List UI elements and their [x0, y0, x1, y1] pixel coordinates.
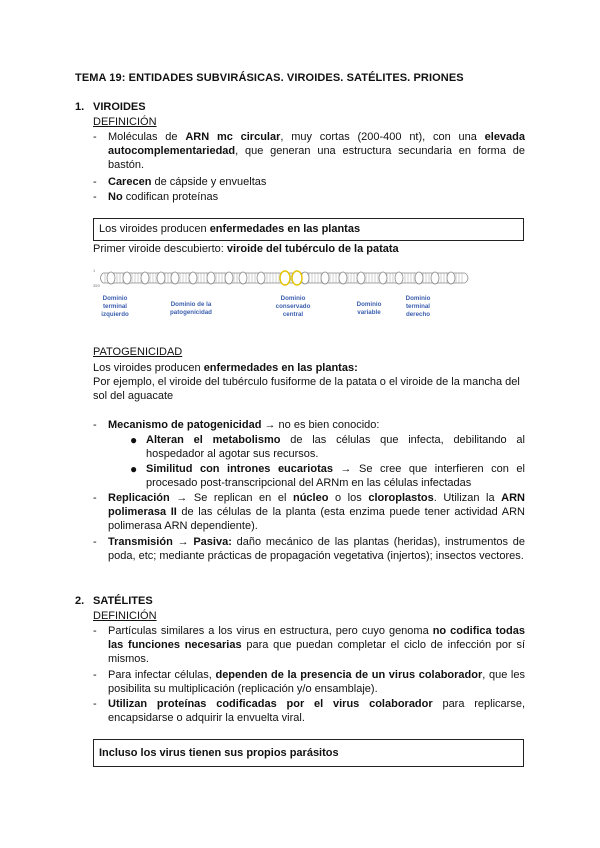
domain-label-4: [357, 301, 382, 316]
svg-text:variable: variable: [357, 309, 381, 316]
pato-paragraph-1: Los viroides producen enfermedades en las plantas:: [93, 362, 358, 374]
domain-label-1: [101, 295, 129, 318]
tick-top: 1: [93, 268, 96, 273]
bullet-satelites-definition: - Partículas similares a los virus en estructura, pero cuyo genoma no codifica todas las funciones necesarias para que puedan completar el ciclo de infección por sí mismos.: [93, 625, 525, 665]
svg-text:Dominio de la: Dominio de la: [170, 301, 212, 308]
pato-paragraph-2: Por ejemplo, el viroide del tubérculo fusiforme de la patata o el viroide de la mancha del sol del aguacate: [93, 376, 520, 402]
viroid-structure-diagram: [93, 266, 478, 330]
svg-text:patogenicidad: patogenicidad: [170, 309, 212, 316]
section-heading-viroides: [75, 101, 146, 113]
section-heading-satelites: [75, 595, 153, 607]
svg-text:conservado: conservado: [275, 303, 311, 310]
svg-text:izquierdo: izquierdo: [101, 311, 129, 318]
subheading-definicion: DEFINICIÓN: [93, 116, 157, 128]
section-number: 2.: [75, 595, 85, 607]
svg-text:Dominio: Dominio: [102, 295, 128, 302]
bullet-transmision: - Transmisión → Pasiva: daño mecánico de las plantas (heridas), instrumentos de poda, etc; mediante prácticas de propagación vegetativa (injertos); insectos vectores.: [93, 536, 526, 562]
svg-text:terminal: terminal: [405, 303, 431, 310]
svg-text:Dominio: Dominio: [280, 295, 306, 302]
section-title: VIROIDES: [93, 101, 146, 113]
svg-text:Dominio: Dominio: [356, 301, 382, 308]
subbullet-metabolismo: ● Alteran el metabolismo de las células que infecta, debilitando al hospedador al agotar sus recursos.: [130, 433, 525, 460]
viroid-rod: [101, 271, 469, 285]
bullet-satelites-colaborador: - Para infectar células, dependen de la presencia de un virus colaborador, que les posibilita su multiplicación (replicación y/o ensamblaje).: [93, 669, 525, 695]
highlight-box-viroides: Los viroides producen enfermedades en las plantas: [93, 218, 524, 241]
first-viroid-line: Primer viroide descubierto: viroide del tubérculo de la patata: [93, 243, 399, 255]
domain-label-5: [406, 295, 431, 318]
svg-text:derecho: derecho: [405, 311, 431, 318]
subbullet-intrones: ● Similitud con intrones eucariotas → Se cree que interfieren con el procesado post-transcripcional del ARNm en las células infectadas: [130, 462, 525, 489]
bullet-viroides-proteinas: - No codifican proteínas: [93, 191, 219, 203]
domain-label-2: [170, 301, 212, 316]
domain-label-3: [276, 295, 311, 318]
bullet-mecanismo: - Mecanismo de patogenicidad → no es bien conocido:: [93, 419, 380, 431]
bullet-satelites-proteinas: - Utilizan proteínas codificadas por el virus colaborador para replicarse, encapsidarse o adquirir la envuelta viral.: [93, 698, 525, 724]
document-title: TEMA 19: ENTIDADES SUBVIRÁSICAS. VIROIDES. SATÉLITES. PRIONES: [75, 72, 464, 84]
highlight-box-satelites: Incluso los virus tienen sus propios parásitos: [93, 739, 524, 767]
bullet-replicacion: - Replicación → Se replican en el núcleo o los cloroplastos. Utilizan la ARN polimerasa II de las células de la planta (esta enzima puede tener actividad ARN polimerasa ARN dependiente).: [93, 492, 525, 532]
subheading-patogenicidad: PATOGENICIDAD: [93, 346, 183, 358]
svg-text:central: central: [282, 311, 304, 318]
bullet-viroides-definition: - Moléculas de ARN mc circular, muy cortas (200-400 nt), con una elevada autocomplementariedad, que generan una estructura secundaria en forma de bastón.: [93, 131, 526, 171]
section-title: SATÉLITES: [93, 595, 153, 607]
svg-text:terminal: terminal: [102, 303, 128, 310]
bullet-viroides-carecen: - Carecen de cápside y envueltas: [93, 176, 267, 188]
svg-text:Dominio: Dominio: [405, 295, 431, 302]
section-number: 1.: [75, 101, 85, 113]
tick-bottom: 359: [93, 283, 100, 288]
subheading-definicion-satelites: DEFINICIÓN: [93, 610, 157, 622]
